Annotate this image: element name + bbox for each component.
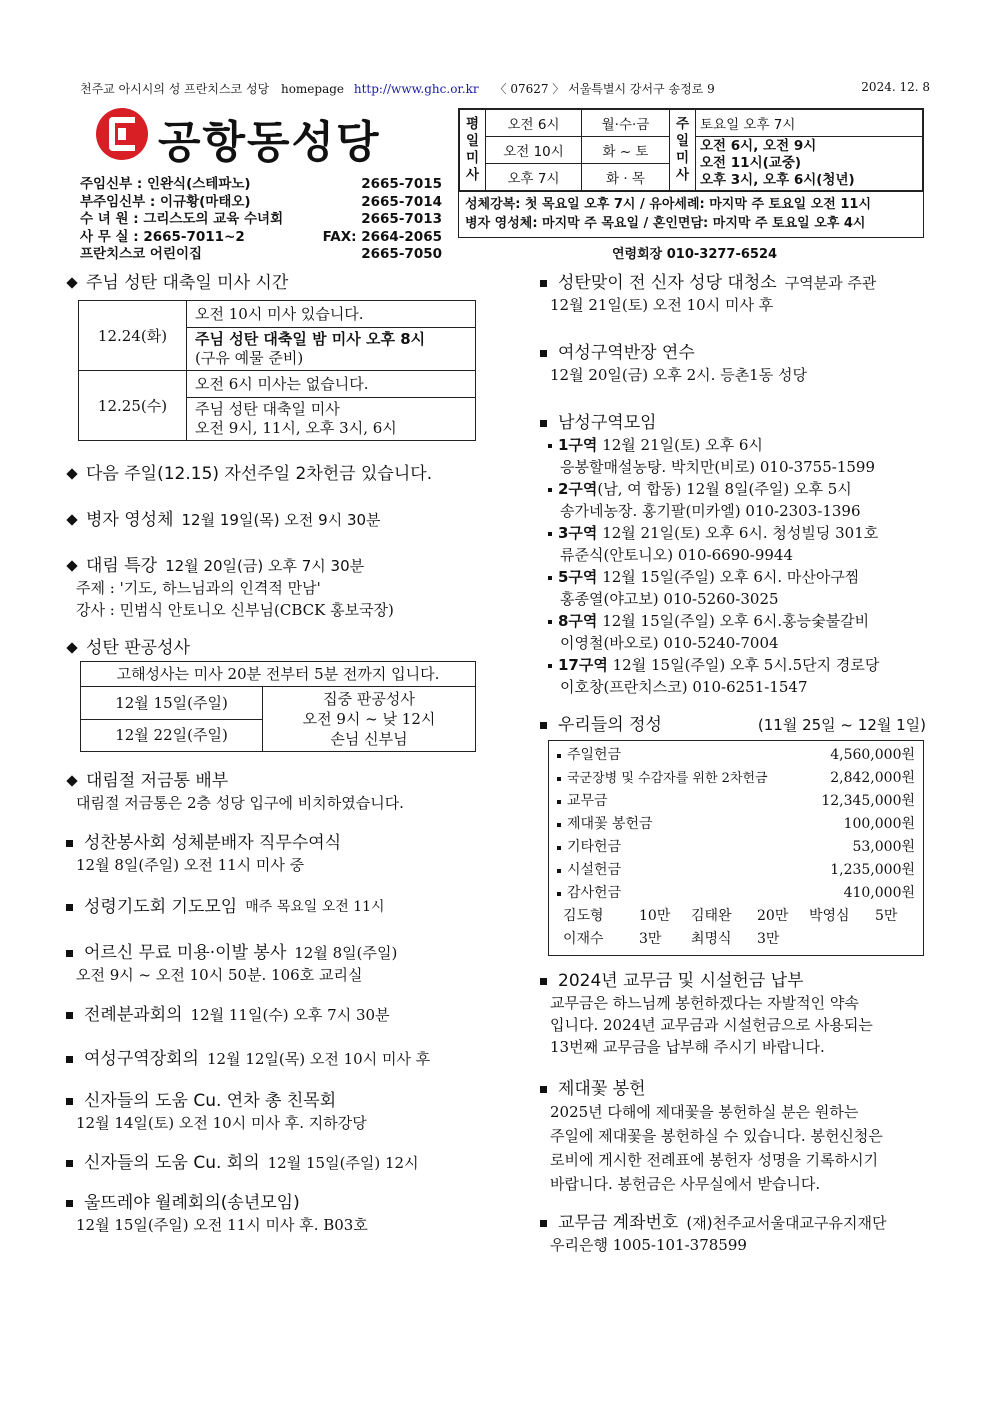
square-bullet-icon bbox=[66, 950, 73, 957]
list-item: 3구역 12월 21일(토) 오후 6시. 청성빌딩 301호 bbox=[548, 522, 950, 544]
section-heading: 신자들의 도움 Cu. 연차 총 친목회 bbox=[66, 1090, 506, 1112]
weekday-mass-label: 평 일 미 사 bbox=[460, 110, 486, 191]
section-heading: 여성구역장회의 12월 12일(목) 오전 10시 미사 후 bbox=[66, 1048, 506, 1070]
square-bullet-icon bbox=[540, 350, 547, 357]
section-heading: 주님 성탄 대축일 미사 시간 bbox=[66, 272, 506, 294]
staff-row: 주임신부 : 인완식(스테파노) 2665-7015 bbox=[80, 176, 442, 192]
page-title: 공항동성당 bbox=[158, 117, 381, 168]
list-item: 2구역(남, 여 합동) 12월 8일(주일) 오후 5시 bbox=[548, 478, 950, 500]
section-heading: 성탄 판공성사 bbox=[66, 637, 506, 659]
section-heading: 어르신 무료 미용·이발 봉사 12월 8일(주일) bbox=[66, 942, 506, 964]
square-bullet-icon bbox=[540, 280, 547, 287]
square-bullet-icon bbox=[540, 722, 547, 729]
church-emblem-icon bbox=[96, 108, 148, 160]
diamond-icon bbox=[66, 277, 78, 289]
offering-row: 시설헌금 1,235,000원 bbox=[557, 859, 915, 882]
district-list: 1구역 12월 21일(토) 오후 6시 응봉할매설농탕. 박치만(비로) 010-3755-1599 2구역(남, 여 합동) 12월 8일(주일) 오후 5시 송가네농장. 홍기팔(미카엘) 010-2303-1396 3구역 12월 21일(토) 오후 6시. 청성빌딩 301호 류준식(안토니오) 010-6690-9944 5구역 12월 15일(주일) 오후 6시. 마산아구찜 홍종열(야고보) 010-5260-3025 8구역 12월 15일(주일) 오후 6시.홍능숯불갈비 이영철(바오로) 010-5240-7004 17구역 12월 15일(주일) 오후 5시.5단지 경로당 이호창(프란치스코) 010-6251-1547 bbox=[540, 434, 950, 698]
square-bullet-icon bbox=[540, 1086, 547, 1093]
section-heading: 대림절 저금통 배부 bbox=[66, 770, 506, 792]
church-name: 천주교 아시시의 성 프란치스코 성당 bbox=[80, 82, 270, 96]
section-heading: 성탄맞이 전 신자 성당 대청소 구역분과 주관 bbox=[540, 272, 950, 294]
square-bullet-icon bbox=[66, 1012, 73, 1019]
list-item: 1구역 12월 21일(토) 오후 6시 bbox=[548, 434, 950, 456]
issue-date: 2024. 12. 8 bbox=[861, 80, 930, 94]
sacrament-notice: 성체강복: 첫 목요일 오후 7시 / 유아세례: 마지막 주 토요일 오전 11시 병자 영성체: 마지막 주 목요일 / 혼인면담: 마지막 주 토요일 오후 4시 bbox=[459, 191, 923, 236]
offering-row: 감사헌금 410,000원 bbox=[557, 882, 915, 905]
sunday-times: 오전 6시, 오전 9시 오전 11시(교중) 오후 3시, 오후 6시(청년) bbox=[696, 137, 923, 191]
square-bullet-icon bbox=[540, 1220, 547, 1227]
diamond-icon bbox=[66, 775, 78, 787]
section-heading: 울뜨레야 월례회의(송년모임) bbox=[66, 1192, 506, 1214]
list-item: 8구역 12월 15일(주일) 오후 6시.홍능숯불갈비 bbox=[548, 610, 950, 632]
section-heading: 남성구역모임 bbox=[540, 412, 950, 434]
homepage-link[interactable]: http://www.ghc.or.kr bbox=[353, 82, 479, 96]
header-line bbox=[80, 80, 930, 97]
list-item: 5구역 12월 15일(주일) 오후 6시. 마산아구찜 bbox=[548, 566, 950, 588]
staff-list bbox=[80, 176, 442, 264]
diamond-icon bbox=[66, 468, 78, 480]
square-bullet-icon bbox=[66, 904, 73, 911]
homepage-label: homepage bbox=[280, 82, 345, 96]
contact: 연령회장 010-3277-6524 bbox=[612, 247, 778, 262]
section-heading: 2024년 교무금 및 시설헌금 납부 bbox=[540, 970, 950, 992]
section-heading: 성찬봉사회 성체분배자 직무수여식 bbox=[66, 832, 506, 854]
donor-list: 김도형 10만 김태완 20만 박영심 5만 이재수 3만 최명식 3만 bbox=[563, 908, 898, 947]
offering-row: 제대꽃 봉헌금 100,000원 bbox=[557, 813, 915, 836]
mass-schedule: 평 일 미 사 오전 6시 월·수·금 주 일 미 사 토요일 오후 7시 오전 10시 화 ~ 토 오전 6시, 오전 9시 오전 11시(교중) 오후 3시, 오후 6시(청년) 오후 7시 화 · 목 성체강복: 첫 목요일 오후 7시 / 유아세례: 마지막 주 토요일 오전 11시 병자 영성체: 마지막 주 목요일 / 혼인면담: 마지막 주 토요일 오후 4시 bbox=[458, 108, 924, 238]
square-bullet-icon bbox=[66, 1098, 73, 1105]
section-heading: 대림 특강 12월 20일(금) 오후 7시 30분 bbox=[66, 555, 506, 577]
staff-row: 수 녀 원 : 그리스도의 교육 수녀회 2665-7013 bbox=[80, 211, 442, 227]
confession-table: 고해성사는 미사 20분 전부터 5분 전까지 입니다. 12월 15일(주일) 집중 판공성사 오전 9시 ~ 낮 12시 손님 신부님 12월 22일(주일) bbox=[80, 661, 476, 752]
square-bullet-icon bbox=[66, 1056, 73, 1063]
right-column: 성탄맞이 전 신자 성당 대청소 구역분과 주관 12월 21일(토) 오전 10시 미사 후 여성구역반장 연수 12월 20일(금) 오후 2시. 등촌1동 성당 남성구역모임 1구역 12월 21일(토) 오후 6시 응봉할매설농탕. 박치만(비로) 010-3755-1599 2구역(남, 여 합동) 12월 8일(주일) 오후 5시 송가네농장. 홍기팔(미카엘) 010-2303-1396 3구역 12월 21일(토) 오후 6시. 청성빌딩 301호 류준식(안토니오) 010-6690-9944 5구역 12월 15일(주일) 오후 6시. 마산아구찜 홍종열(야고보) 010-5260-3025 8구역 12월 15일(주일) 오후 6시.홍능숯불갈비 이영철(바오로) 010-5240-7004 17구역 12월 15일(주일) 오후 5시.5단지 경로당 이호창(프란치스코) 010-6251-1547 우리들의 정성 (11월 25일 ~ 12월 1일) 주일헌금 4,560,000원 국군장병 및 수감자를 위한 2차헌금 2,842,000원 교무금 12,345,000원 제대꽃 봉헌금 100,000원 기타헌금 53,000원 시설헌금 1,235,000원 감사헌금 410,000원 김도형 10만 김태완 20만 박영심 5만 이재수 3만 최명식 3만 2024년 교무금 및 시설헌금 납부 교무금은 하느님께 봉헌하겠다는 자발적인 약속 입니다. 2024년 교무금과 시설헌금으로 사용되는 13번째 교무금을 납부해 주시기 바랍니다. 제대꽃 봉헌 2025년 다해에 제대꽃을 봉헌하실 분은 원하는 주일에 제대꽃을 봉헌하실 수 있습니다. 봉헌신청은 로비에 게시한 전례표에 봉헌자 성명을 기록하시기 바랍니다. 봉헌금은 사무실에서 받습니다. 교무금 계좌번호 (재)천주교서울대교구유지재단 우리은행 1005-101-378599 bbox=[540, 272, 950, 1256]
dues-text: 교무금은 하느님께 봉헌하겠다는 자발적인 약속 입니다. 2024년 교무금과 시설헌금으로 사용되는 13번째 교무금을 납부해 주시기 바랍니다. bbox=[550, 994, 873, 1056]
section-heading: 여성구역반장 연수 bbox=[540, 342, 950, 364]
square-bullet-icon bbox=[540, 420, 547, 427]
offering-row: 교무금 12,345,000원 bbox=[557, 790, 915, 813]
section-heading: 신자들의 도움 Cu. 회의 12월 15일(주일) 12시 bbox=[66, 1152, 506, 1174]
section-heading: 전례분과회의 12월 11일(수) 오후 7시 30분 bbox=[66, 1004, 506, 1026]
square-bullet-icon bbox=[66, 1200, 73, 1207]
offering-row: 국군장병 및 수감자를 위한 2차헌금 2,842,000원 bbox=[557, 767, 915, 790]
list-item: 17구역 12월 15일(주일) 오후 5시.5단지 경로당 bbox=[548, 654, 950, 676]
section-heading: 다음 주일(12.15) 자선주일 2차헌금 있습니다. bbox=[66, 463, 506, 485]
diamond-icon bbox=[66, 642, 78, 654]
section-heading: 병자 영성체 12월 19일(목) 오전 9시 30분 bbox=[66, 509, 506, 531]
sunday-mass-label: 주 일 미 사 bbox=[670, 110, 696, 191]
address: 〈 07627 〉 서울특별시 강서구 송정로 9 bbox=[494, 82, 715, 96]
square-bullet-icon bbox=[540, 978, 547, 985]
staff-row: 사 무 실 : 2665-7011~2 FAX: 2664-2065 bbox=[80, 228, 442, 245]
flower-text: 2025년 다해에 제대꽃을 봉헌하실 분은 원하는 주일에 제대꽃을 봉헌하실 수 있습니다. 봉헌신청은 로비에 게시한 전례표에 봉헌자 성명을 기록하시기 바랍니다. 봉헌금은 사무실에서 받습니다. bbox=[550, 1103, 883, 1193]
section-heading: 제대꽃 봉헌 bbox=[540, 1078, 950, 1100]
section-heading: 교무금 계좌번호 (재)천주교서울대교구유지재단 bbox=[540, 1212, 950, 1234]
diamond-icon bbox=[66, 514, 78, 526]
section-heading: 우리들의 정성 (11월 25일 ~ 12월 1일) bbox=[540, 714, 950, 736]
offering-table bbox=[548, 740, 924, 956]
left-column: 주님 성탄 대축일 미사 시간 12.24(화) 오전 10시 미사 있습니다. 주님 성탄 대축일 밤 미사 오후 8시 (구유 예물 준비) 12.25(수) 오전 6시 미사는 없습니다. 주님 성탄 대축일 미사 오전 9시, 11시, 오후 3시, 6시 다음 주일(12.15) 자선주일 2차헌금 있습니다. 병자 영성체 12월 19일(목) 오전 9시 30분 대림 특강 12월 20일(금) 오후 7시 30분 주제 : '기도, 하느님과의 인격적 만남' 강사 : 민범식 안토니오 신부님(CBCK 홍보국장) 성탄 판공성사 고해성사는 미사 20분 전부터 5분 전까지 입니다. 12월 15일(주일) 집중 판공성사 오전 9시 ~ 낮 12시 손님 신부님 12월 22일(주일) 대림절 저금통 배부 대림절 저금통은 2층 성당 입구에 비치하였습니다. 성찬봉사회 성체분배자 직무수여식 12월 8일(주일) 오전 11시 미사 중 성령기도회 기도모임 매주 목요일 오전 11시 어르신 무료 미용·이발 봉사 12월 8일(주일) 오전 9시 ~ 오전 10시 50분. 106호 교리실 전례분과회의 12월 11일(수) 오후 7시 30분 여성구역장회의 12월 12일(목) 오전 10시 미사 후 신자들의 도움 Cu. 연차 총 친목회 12월 14일(토) 오전 10시 미사 후. 지하강당 신자들의 도움 Cu. 회의 12월 15일(주일) 12시 울뜨레야 월례회의(송년모임) 12월 15일(주일) 오전 11시 미사 후. B03호 bbox=[66, 272, 506, 1236]
square-bullet-icon bbox=[66, 840, 73, 847]
section-heading: 성령기도회 기도모임 매주 목요일 오전 11시 bbox=[66, 896, 506, 918]
offering-row: 주일헌금 4,560,000원 bbox=[557, 744, 915, 767]
staff-row: 부주임신부 : 이규황(마태오) 2665-7014 bbox=[80, 193, 442, 210]
diamond-icon bbox=[66, 560, 78, 572]
staff-row: 프란치스코 어린이집 2665-7050 bbox=[80, 246, 442, 262]
offering-row: 기타헌금 53,000원 bbox=[557, 836, 915, 859]
square-bullet-icon bbox=[66, 1160, 73, 1167]
logo bbox=[96, 106, 396, 166]
christmas-table: 12.24(화) 오전 10시 미사 있습니다. 주님 성탄 대축일 밤 미사 오후 8시 (구유 예물 준비) 12.25(수) 오전 6시 미사는 없습니다. 주님 성탄 대축일 미사 오전 9시, 11시, 오후 3시, 6시 bbox=[78, 300, 476, 441]
